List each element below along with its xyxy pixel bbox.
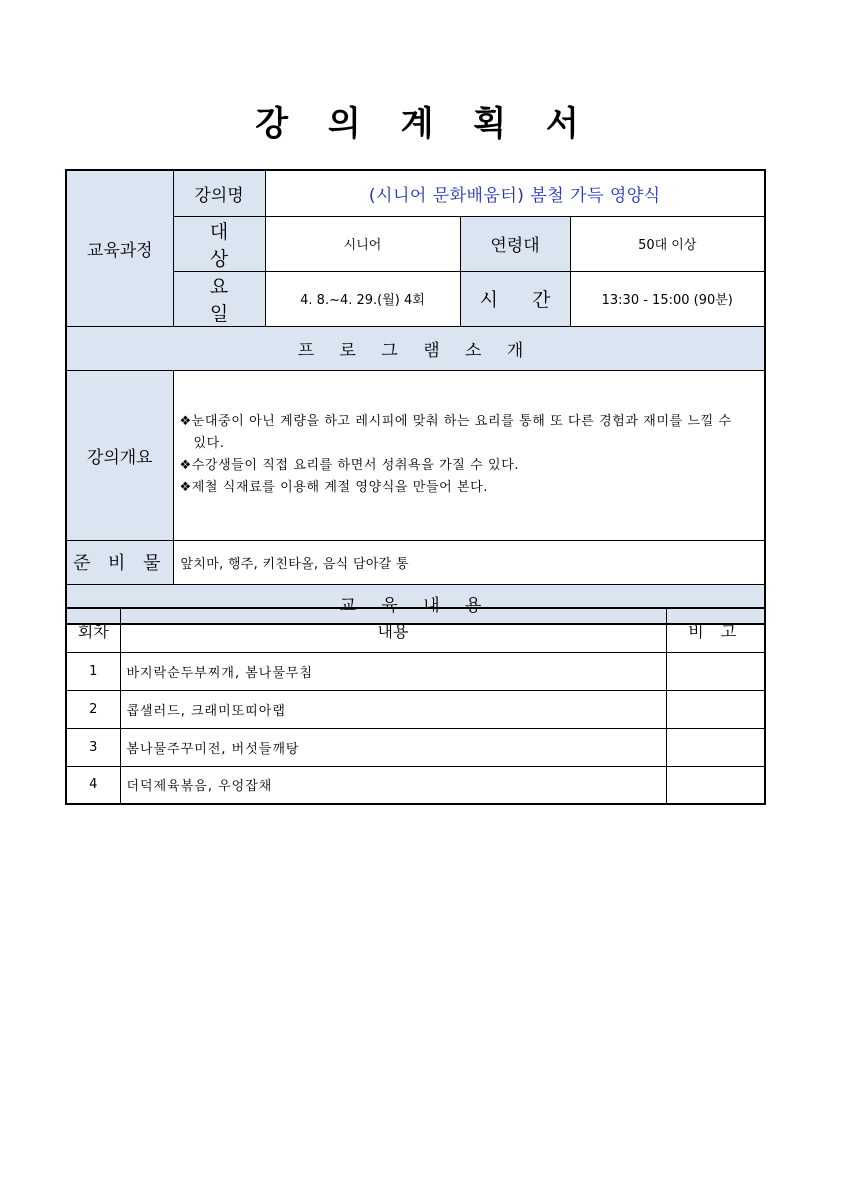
overview-line: ❖수강생들이 직접 요리를 하면서 성취욕을 가질 수 있다. xyxy=(179,458,520,473)
col-content-header: 내용 xyxy=(120,608,666,652)
session-content: 콥샐러드, 크래미또띠아랩 xyxy=(120,690,666,728)
overview-line: ❖눈대중이 아닌 계량을 하고 레시피에 맞춰 하는 요리를 통해 또 다른 경험과 재미를 느낄 수 xyxy=(179,414,732,429)
program-heading: 프 로 그 램 소 개 xyxy=(66,326,765,370)
session-content: 봄나물주꾸미전, 버섯들깨탕 xyxy=(120,728,666,766)
course-name-value: (시니어 문화배움터) 봄철 가득 영양식 xyxy=(265,170,765,216)
session-note xyxy=(666,766,765,804)
overview-body xyxy=(173,370,765,540)
overview-line: ❖제철 식재료를 이용해 계절 영양식을 만들어 본다. xyxy=(179,480,489,495)
education-heading: 교 육 내 용 xyxy=(66,584,765,624)
course-section-label: 교육과정 xyxy=(66,170,173,326)
course-plan-table xyxy=(65,169,766,625)
course-name-label: 강의명 xyxy=(173,170,265,216)
col-note-header: 비 고 xyxy=(666,608,765,652)
session-note xyxy=(666,690,765,728)
target-label: 대 상 xyxy=(173,216,265,271)
session-content: 바지락순두부찌개, 봄나물무침 xyxy=(120,652,666,690)
session-content: 더덕제육볶음, 우엉잡채 xyxy=(120,766,666,804)
table-row xyxy=(66,766,765,804)
session-note xyxy=(666,728,765,766)
session-note xyxy=(666,652,765,690)
age-value: 50대 이상 xyxy=(570,216,765,271)
table-row xyxy=(66,690,765,728)
days-label: 요 일 xyxy=(173,271,265,326)
education-content-table xyxy=(65,607,766,805)
target-value: 시니어 xyxy=(265,216,460,271)
age-label: 연령대 xyxy=(460,216,570,271)
supplies-label: 준 비 물 xyxy=(66,540,173,584)
document-title: 강 의 계 획 서 xyxy=(255,104,593,144)
session-number: 3 xyxy=(66,728,120,766)
overview-line: 있다. xyxy=(193,436,225,451)
overview-label: 강의개요 xyxy=(66,370,173,540)
session-number: 1 xyxy=(66,652,120,690)
table-row xyxy=(66,652,765,690)
session-number: 4 xyxy=(66,766,120,804)
table-row xyxy=(66,728,765,766)
time-value: 13:30 - 15:00 (90분) xyxy=(570,271,765,326)
days-value: 4. 8.~4. 29.(월) 4회 xyxy=(265,271,460,326)
session-number: 2 xyxy=(66,690,120,728)
time-label: 시 간 xyxy=(460,271,570,326)
supplies-value: 앞치마, 행주, 키친타올, 음식 담아갈 통 xyxy=(173,540,765,584)
col-session-header: 회차 xyxy=(66,608,120,652)
